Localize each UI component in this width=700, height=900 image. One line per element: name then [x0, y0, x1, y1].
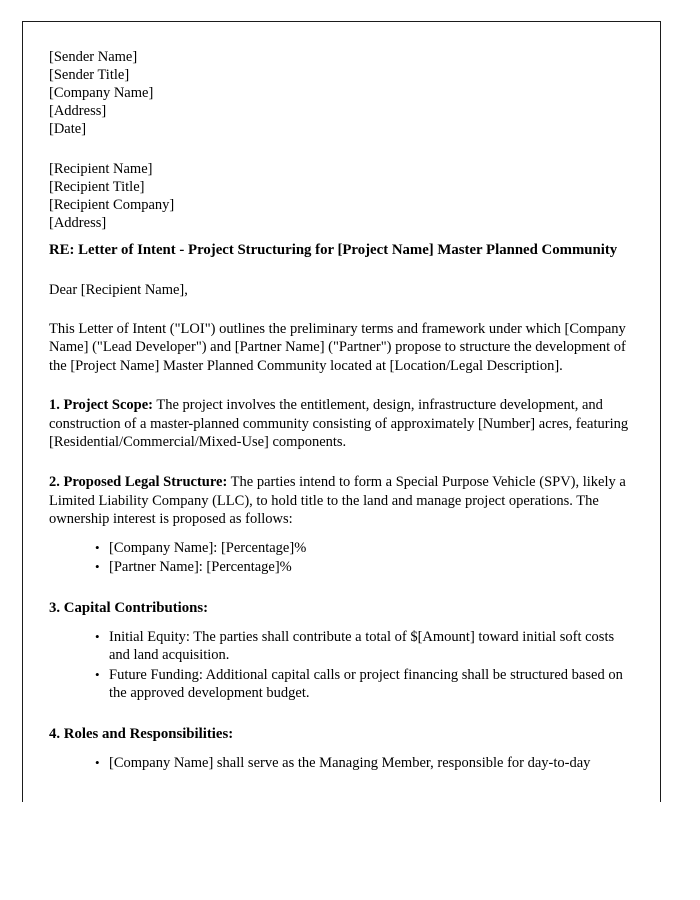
section-1-heading: 1. Project Scope: [49, 397, 154, 414]
section-4-heading: 4. Roles and Responsibilities: [49, 726, 234, 742]
list-item: • Future Funding: Additional capital calls or project financing shall be structured based on the approved development budget. [95, 666, 631, 703]
recipient-address: [Address] [49, 215, 107, 231]
section-2-text: The parties intend to form a Special Purpose Vehicle (SPV), likely a Limited Liability Company (LLC), to hold title to the land and manage project operations. The ownership interest is proposed as follows: [49, 474, 626, 528]
section-1-paragraph [49, 375, 631, 452]
sender-address-block [49, 48, 631, 138]
document-page [22, 21, 661, 802]
intro-paragraph: This Letter of Intent ("LOI") outlines the preliminary terms and framework under which [Company Name] ("Lead Developer") and [Partner Name] ("Partner") propose to structure the development of the [Project Name] Master Planned Community located at [Location/Legal Description]. [49, 320, 626, 374]
recipient-title: [Recipient Title] [49, 179, 145, 195]
section-2-bullet-list [49, 529, 631, 577]
address-block-spacer [49, 138, 631, 160]
section-2-heading: 2. Proposed Legal Structure: [49, 474, 228, 491]
sender-title: [Sender Title] [49, 67, 130, 83]
list-item: • [Company Name]: [Percentage]% [95, 539, 631, 558]
recipient-address-block [49, 160, 631, 232]
sender-company: [Company Name] [49, 85, 154, 101]
document-body [23, 22, 660, 772]
recipient-name: [Recipient Name] [49, 161, 153, 177]
sender-name: [Sender Name] [49, 49, 138, 65]
salutation: Dear [Recipient Name], [49, 281, 188, 298]
list-item: • [Company Name] shall serve as the Managing Member, responsible for day-to-day [95, 754, 631, 773]
section-3-heading: 3. Capital Contributions: [49, 600, 209, 617]
recipient-company: [Recipient Company] [49, 197, 175, 213]
subject-line: RE: Letter of Intent - Project Structuring for [Project Name] Master Planned Community [49, 242, 618, 258]
section-2-paragraph [49, 452, 631, 529]
list-item: • [Partner Name]: [Percentage]% [95, 558, 631, 577]
letter-date: [Date] [49, 121, 87, 137]
list-item: • Initial Equity: The parties shall contribute a total of $[Amount] toward initial soft costs and land acquisition. [95, 628, 631, 665]
section-4-bullet-list [49, 744, 631, 773]
sender-address: [Address] [49, 103, 107, 119]
section-1-text: The project involves the entitlement, design, infrastructure development, and construction of a master-planned community consisting of approximately [Number] acres, featuring [Residential/Commercial/Mixed-Use] components. [49, 397, 629, 451]
section-3-bullet-list [49, 618, 631, 703]
